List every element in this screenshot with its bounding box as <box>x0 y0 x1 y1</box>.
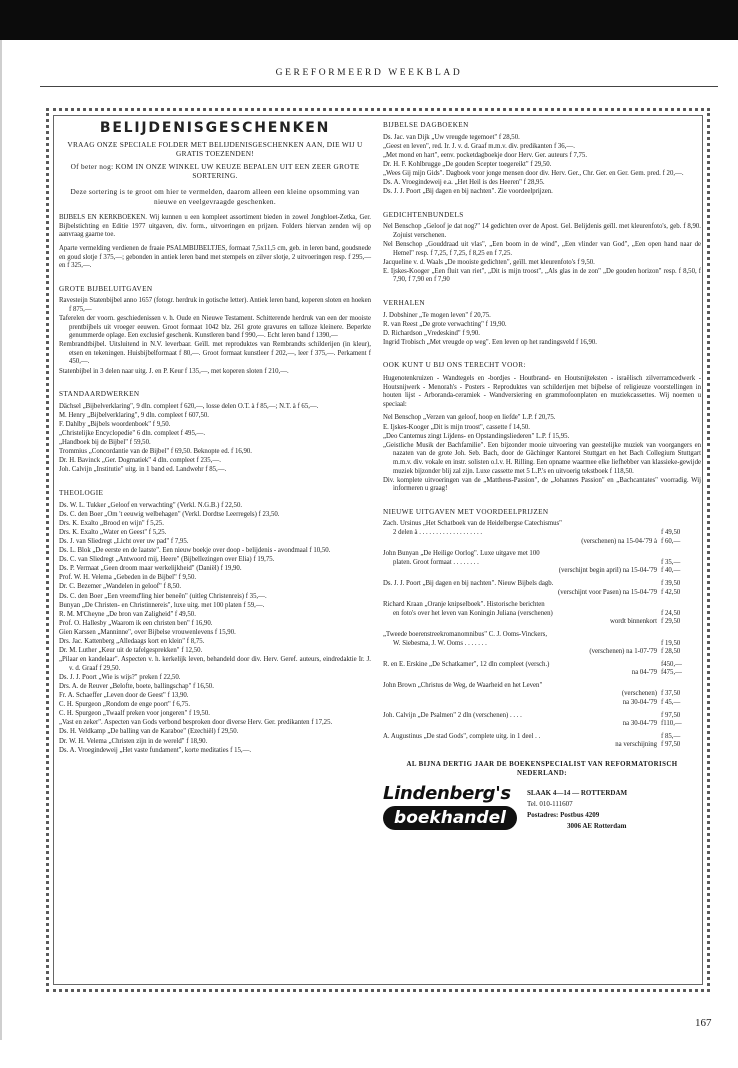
intro-visit: Of beter nog: KOM IN ONZE WINKEL UW KEUZE BEPALEN UIT EEN ZEER GROTE SORTERING. <box>70 161 360 181</box>
list-item: Ds. C. van Sliedregt „Antwoord mij, Heere" (Bijbellezingen over Elia) f 19,75. <box>59 556 275 564</box>
list-item: Drs. K. Exalto „Brood en wijn" f 5,25. <box>59 519 164 527</box>
price-value: f 60,— <box>661 537 681 545</box>
price-line-text: (verschenen) na 15-04-'79 à <box>581 537 657 545</box>
section-heading: OOK KUNT U BIJ ONS TERECHT VOOR: <box>383 361 526 370</box>
price-line <box>383 661 701 670</box>
price-line <box>383 601 701 610</box>
list-item: F. Dahlby „Bijbels woordenboek" f 9,50. <box>59 420 171 428</box>
price-line-text: Zach. Ursinus „Het Schatboek van de Heidelbergse Catechismus" <box>383 520 562 528</box>
list-item: Ds. J. J. Poort „Wie is wijs?" preken f 22,50. <box>59 673 181 681</box>
list-item: „Deo Cantemus zingt Lijdens- en Opstandingsliederen" L.P. f 15,95. <box>383 432 570 440</box>
list-item: Drs. K. Exalto „Water en Geest" f 5,25. <box>59 528 167 536</box>
new-editions-list <box>383 520 701 750</box>
list-item: „Met mond en hart", eenv. pocketdagboekje door Herv. Ger. auteurs f 7,75. <box>383 151 588 159</box>
list-item: Dächsel „Bijbelverklaring", 9 dln. compleet f 620,—, losse delen O.T. à f 85,—; N.T. à f 65,—. <box>59 402 319 410</box>
page-number: 167 <box>695 1017 712 1029</box>
price-value: f 97,50 <box>661 741 681 749</box>
price-line <box>383 640 701 649</box>
ad-title: BELIJDENISGESCHENKEN <box>99 120 331 136</box>
list-item: Prof. O. Hallesby „Waarom ik een christen ben" f 16,90. <box>59 619 213 627</box>
price-entry <box>383 520 701 546</box>
price-line-text: na verschijning <box>615 741 657 749</box>
right-sections <box>383 121 701 494</box>
list-item: J. Dobshiner „Te mogen leven" f 20,75. <box>383 311 491 319</box>
shop-address <box>527 788 627 832</box>
price-line <box>383 720 701 729</box>
price-line-text: (verschijnt voor Pasen) na 15-04-'79 <box>558 588 657 596</box>
list-item: Ds. P. Vermaat „Geen droom maar werkelijkheid" (Daniël) f 19,90. <box>59 565 242 573</box>
price-line <box>383 520 701 529</box>
section-intro: Hugenotenkruizen - Wandtegels en -bordjes - Houtbrand- en Houtsnijteksten - israëlisch zilverramcedwerk - Houtsnijwerk - Menorah's - Posters - Reproduktes van schilderijen met bijbelse of religieuze voorstellingen in houten lijst - Arboranda-ceramiek - Wandversiering en grammofoonplaten en muziekcassettes. Wij noemen u speciaal: <box>383 375 701 408</box>
list-item: Dr. C. Bezemer „Wandelen in geloof" f 8,50. <box>59 583 182 591</box>
bookshop-logo-block <box>383 784 701 832</box>
list-item: Prof. W. H. Velema „Gebeden in de Bijbel" f 9,50. <box>59 574 197 582</box>
scan-top-band <box>0 0 738 40</box>
list-item: „Wees Gij mijn Gids". Dagboek voor jonge mensen door div. Herv. Ger., Chr. Ger. en Ger. Gem. pred. f 20,—. <box>383 169 684 177</box>
list-item: Dr. H. F. Kohlbrugge „De gouden Scepter toegereikt" f 29,50. <box>383 160 552 168</box>
list-item: Ravesteijn Statenbijbel anno 1657 (fotogr. herdruk in gotische letter). Antiek leren band, koperen sloten en hoeken f 875,— <box>59 297 371 313</box>
price-line-text: Richard Kraan „Oranje knipselboek". Historische berichten <box>383 601 545 609</box>
list-item: „Geest en leven", red. Ir. J. v. d. Graaf m.m.v. div. predikanten f 36,—. <box>383 142 575 150</box>
price-line <box>383 589 701 598</box>
list-item: Jacqueline v. d. Waals „De mooiste gedichten", geïll. met kleurenfoto's f 9,50. <box>383 258 595 266</box>
list-item: Bunyan „De Christen- en Christinnereis", luxe uitg. met 100 platen f 59,—. <box>59 601 265 609</box>
list-item: D. Richardson „Vredeskind" f 9,90. <box>383 329 480 337</box>
section-heading: NIEUWE UITGAVEN MET VOORDEELPRIJZEN <box>383 507 549 516</box>
left-sections <box>59 285 371 756</box>
list-item: Ds. A. Vroegindeweij „Het vaste fundament", korte meditaties f 15,—. <box>59 746 252 754</box>
logo-wordmark-top: Lindenberg's <box>383 783 511 805</box>
address-postbox: Postadres: Postbus 4209 <box>527 811 600 820</box>
price-line-text: John Bunyan „De Heilige Oorlog". Luxe uitgave met 100 <box>383 550 540 558</box>
closing-slogan: AL BIJNA DERTIG JAAR DE BOEKENSPECIALIST VAN REFORMATORISCH NEDERLAND: <box>406 761 678 778</box>
price-line <box>383 648 701 657</box>
price-entry <box>383 682 701 708</box>
price-line-text: na 30-04-'79 <box>622 699 657 707</box>
list-item: „Pilaar en kandelaar". Aspecten v. h. kerkelijk leven, behandeld door div. Herv. Geref. auteurs, eindredaktie Ir. J. v. d. Graaf f 29,50. <box>59 656 371 672</box>
list-item: C. H. Spurgeon „Rondom de enge poort" f 6,75. <box>59 701 191 709</box>
list-item: E. Ijskes-Kooger „Een fluit van riet", „Dit is mijn troost", „Als glas in de zon" „De gouden horizon" resp. f 8,50, f 7,90, f 7,90 en f 7,90 <box>383 267 701 284</box>
bookshop-logo <box>383 784 521 832</box>
section-heading: GEDICHTENBUNDELS <box>383 210 464 219</box>
section-heading: STANDAARDWERKEN <box>59 390 140 399</box>
address-phone: Tel. 010-111607 <box>527 800 573 809</box>
price-line <box>383 538 701 547</box>
price-line-text: John Brown „Christus de Weg, de Waarheid en het Leven" <box>383 681 543 689</box>
price-line-text: wordt binnenkort <box>609 618 657 626</box>
section-heading: VERHALEN <box>383 299 425 307</box>
list-item: Nel Benschop „Verzen van geloof, hoop en liefde" L.P. f 20,75. <box>383 414 556 422</box>
price-entry <box>383 733 701 750</box>
intro-assortment: Deze sortering is te groot om hier te vermelden, daarom alleen een kleine opsomming van nieuwe en veelgevraagde geschenken. <box>70 186 360 206</box>
price-value: f 29,50 <box>661 618 681 626</box>
price-line-text: en foto's over het leven van Koningin Juliana (verschenen) <box>393 609 553 617</box>
list-item: Nel Benschop „Gouddraad uit vlas", „Een boom in de wind", „Een vlinder van God", „Een open hand naar de Hemel" resp. f 7,25, f 7,25, f 8,25 en f 7,25. <box>383 241 701 257</box>
list-item: Trommius „Concordantie van de Bijbel" f 69,50. Beknopte ed. f 16,90. <box>59 448 252 456</box>
price-value: f 39,50 <box>661 579 681 587</box>
list-item: R. van Reest „De grote verwachting" f 19,90. <box>383 320 507 328</box>
price-line <box>383 733 701 742</box>
price-line <box>383 631 701 640</box>
address-postcode: 3006 AE Rotterdam <box>567 822 627 831</box>
price-value: f450,— <box>661 660 682 668</box>
running-header: GEREFORMEERD WEEKBLAD <box>275 68 463 78</box>
list-item: Ds. H. Veldkamp „De balling van de Karaboe" (Ezechiël) f 29,50. <box>59 728 239 736</box>
list-item: Ingrid Trobisch „Met vreugde op weg". Een leven op het randingsveld f 16,90. <box>383 338 598 346</box>
price-line-text: R. en E. Erskine „De Schatkamer", 12 dln compleet (versch.) <box>383 660 550 668</box>
price-entry <box>383 580 701 597</box>
price-value: f 97,50 <box>661 711 681 719</box>
price-entry <box>383 550 701 576</box>
list-item: Ds. Jac. van Dijk „Uw vreugde tegemoet" f 28,50. <box>383 133 520 141</box>
price-value: f 85,— <box>661 732 681 740</box>
price-line-text: Joh. Calvijn „De Psalmen" 2 dln (verschenen) . . . . <box>383 711 522 719</box>
logo-wordmark-bottom: boekhandel <box>383 806 517 830</box>
price-value: f 40,— <box>661 567 681 575</box>
list-item: Fr. A. Schaeffer „Leven door de Geest" f 13,90. <box>59 692 189 700</box>
price-value: f475,— <box>661 669 682 677</box>
price-line-text: W. Siebesma, J. W. Ooms . . . . . . . <box>393 639 487 647</box>
address-street: SLAAK 4—14 — ROTTERDAM <box>527 789 628 798</box>
section-heading: BIJBELSE DAGBOEKEN <box>383 121 469 129</box>
list-item: „Geistliche Musik der Bachfamilie". Een bijzonder mooie uitvoering van geestelijke muziek van voorgangers en nazaten van de grote Joh. Seb. Bach, door de Gächinger Kantorei Stuttgart en het Bach Collegium Stuttgart m.m.v. div. vokale en instr. solisten o.l.v. H. Rilling. Een opname waarmee elke liefhebber van klassieke-gewijde muziek bijzonder blij zal zijn. Luxe cassette met 5 L.P.'s en uitvoerig tekstboek f 118,50. <box>383 441 701 475</box>
list-item: Div. komplete uitvoeringen van de „Mattheus-Passion", de „Johannes Passion" en „Bachcantates" voorradig. Wij informeren u graag! <box>383 476 701 493</box>
price-value: f 49,50 <box>661 528 681 536</box>
list-item: Drs. Jac. Kattenberg „Alledaags kort en klein" f 8,75. <box>59 638 205 645</box>
list-item: Ds. C. den Boer „Een vreemd'ling hier beneên" (uitleg Christenreis) f 35,—. <box>59 592 267 600</box>
list-item: Statenbijbel in 3 delen naar uitg. J. en P. Keur f 135,—, met koperen sloten f 210,—. <box>59 367 289 375</box>
header-rule <box>40 86 718 87</box>
intro-request: VRAAG ONZE SPECIALE FOLDER MET BELIJDENISGESCHENKEN AAN, DIE WIJ U GRATIS TOEZENDEN! <box>67 139 363 159</box>
price-line <box>383 580 701 589</box>
list-item: Dr. H. Bavinck „Ger. Dogmatiek" 4 dln. compleet f 235,—. <box>59 457 221 465</box>
right-column <box>383 121 701 832</box>
price-line-text: (verschenen) <box>621 690 657 698</box>
list-item: C. H. Spurgeon „Twaalf preken voor jongeren" f 19,50. <box>59 710 210 718</box>
price-line-text: na 30-04-'79 <box>622 720 657 728</box>
price-line <box>383 618 701 627</box>
price-line-text: Ds. J. J. Poort „Bij dagen en bij nachten". Nieuw Bijbels dagb. <box>383 579 554 587</box>
price-line-text: (verschijnt begin april) na 15-04-'79 <box>558 567 657 575</box>
price-value: f 24,50 <box>661 609 681 617</box>
list-item: „Handboek bij de Bijbel" f 59,50. <box>59 439 151 447</box>
list-item: Ds. J. van Sliedregt „Licht over uw pad" f 7,95. <box>59 537 189 545</box>
price-line <box>383 712 701 721</box>
list-item: Joh. Calvijn „Institutie" uitg. in 1 band ed. Landwehr f 85,—. <box>59 466 227 474</box>
price-value: f 19,50 <box>661 639 681 647</box>
list-item: Drs. A. de Reuver „Belofte, boete, ballingschap" f 16,50. <box>59 682 214 690</box>
price-line <box>383 690 701 699</box>
list-item: Taferelen der voorn. geschiedenissen v. h. Oude en Nieuwe Testament. Schitterende herdruk van een der mooiste prentbijbels uit vroeger eeuwen. Groot formaat 1042 blz. 261 grote gravures en talloze kleinere. Beperkte genummerde oplage. Een exclusief geschenk. Kunstleren band f 990,—. Echt leren band f 1390,— <box>59 315 371 340</box>
price-value: f 37,50 <box>661 690 681 698</box>
price-line <box>383 550 701 559</box>
list-item: Ds. J. J. Poort „Bij dagen en bij nachten". Zie voordeelprijzen. <box>383 188 553 196</box>
price-line-text: „Tweede boerenstreekromanomnibus" C. J. Ooms-Vinckers, <box>383 630 548 638</box>
list-item: Rembrandtbijbel. Uitsluitend in N.V. leverbaar. Geïll. met reproduktes van Rembrandts schilderijen (in kleur), etsen en tekeningen. Huisbijbelformaat f 80,—. Groot formaat kunstleer f 202,—, leer f 375,—. Perkament f 450,—. <box>59 341 371 366</box>
price-line <box>383 567 701 576</box>
price-value: f 28,50 <box>661 648 681 656</box>
list-item: Ds. A. Vroegindeweij e.a. „Het Heil is des Heeren" f 28,95. <box>383 179 545 187</box>
price-line <box>383 529 701 538</box>
list-item: M. Henry „Bijbelverklaring", 9 dln. compleet f 607,50. <box>59 411 210 419</box>
price-value: f110,— <box>661 720 682 728</box>
scan-left-edge <box>0 40 2 1040</box>
list-item: Ds. W. L. Tukker „Geloof en verwachting" (Verkl. N.G.B.) f 22,50. <box>59 501 243 509</box>
price-line-text: 2 delen à . . . . . . . . . . . . . . . . . . . <box>393 528 483 536</box>
price-entry <box>383 601 701 627</box>
list-item: Dr. W. H. Velema „Christen zijn in de wereld" f 18,90. <box>59 737 208 745</box>
left-column <box>59 121 371 756</box>
section-heading: GROTE BIJBELUITGAVEN <box>59 284 153 293</box>
price-line <box>383 741 701 750</box>
list-item: Gien Karssen „Manninne", over Bijbelse vrouwenlevens f 15,90. <box>59 628 236 636</box>
list-item: E. Ijskes-Kooger „Dit is mijn troost", cassette f 14,50. <box>383 423 530 431</box>
section-heading: THEOLOGIE <box>59 489 104 497</box>
price-line <box>383 699 701 708</box>
list-item: R. M. M'Cheyne „De bron van Zaligheid" f 49,50. <box>59 610 196 618</box>
price-line <box>383 559 701 568</box>
price-entry <box>383 712 701 729</box>
price-line-text: A. Augustinus „De stad Gods", complete uitg. in 1 deel . . <box>383 732 541 740</box>
price-line-text: (verschenen) na 1-07-'79 <box>589 648 657 656</box>
list-item: Ds. L. Blok „De eerste en de laatste". Een nieuw boekje over doop - belijdenis - avondmaal f 10,50. <box>59 547 331 555</box>
advertisement-frame <box>46 108 710 992</box>
list-item: „Christelijke Encyclopedie" 6 dln. compleet f 495,—. <box>59 430 206 438</box>
price-line <box>383 610 701 619</box>
price-value: f 35,— <box>661 558 681 566</box>
list-item: Dr. M. Luther „Keur uit de tafelgesprekken" f 12,50. <box>59 647 203 655</box>
price-line <box>383 669 701 678</box>
psalmbijbel-paragraph: Aparte vermelding verdienen de fraaie PSALMBIJBELTJES, formaat 7,5x11,5 cm, geb. in leren band, goudsnede en goud slotje f 375,—; gebonden in antiek leren band met stempels en zilver slotje, 2 uitvoeringen resp. f 295,— en f 325,—. <box>59 244 371 270</box>
price-entry <box>383 661 701 678</box>
price-line <box>383 682 701 691</box>
list-item: „Vast en zeker". Aspecten van Gods verbond besproken door diverse Herv. Ger. predikanten f 17,25. <box>59 719 333 727</box>
price-value: f 42,50 <box>661 588 681 596</box>
bijbels-paragraph: BIJBELS EN KERKBOEKEN. Wij kunnen u een kompleet assortiment bieden in zowel Jongbloet-Zetka, Ger. Bijbelstichting en Editie 1977 uitgaven, div. form., uitvoeringen en prijzen. Folders hiervan zenden wij op aanvraag gaarne toe. <box>59 214 371 239</box>
price-value: f 45,— <box>661 699 681 707</box>
price-line-text: na 04-'79 <box>631 669 657 677</box>
list-item: Nel Benschop „Geloof je dat nog?" 14 gedichten over de Apost. Gel. Belijdenis geïll. met kleurenfoto's, geb. f 8,90. Zojuist verschenen. <box>383 223 701 239</box>
price-entry <box>383 631 701 657</box>
list-item: Ds. C. den Boer „Om 't eeuwig welbehagen" (Verkl. Dordtse Leerregels) f 23,50. <box>59 510 280 518</box>
price-line-text: platen. Groot formaat . . . . . . . . <box>393 558 479 566</box>
